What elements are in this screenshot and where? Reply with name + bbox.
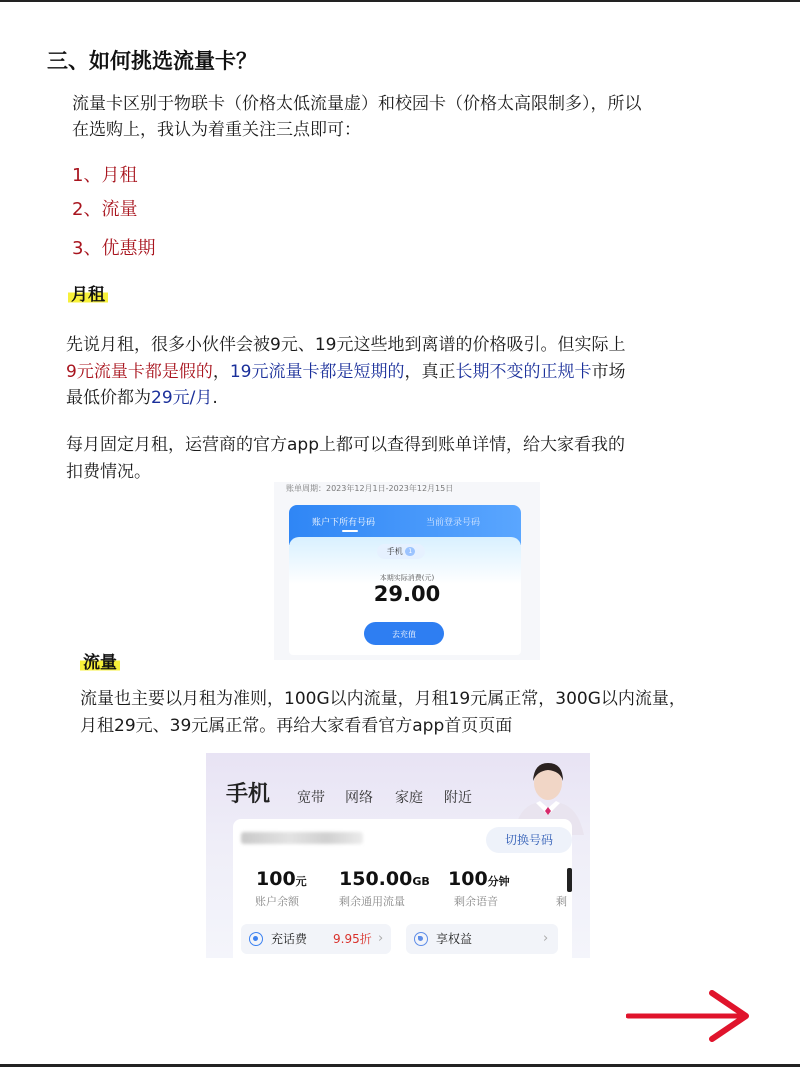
intro-line-1: 流量卡区别于物联卡（价格太低流量虚）和校园卡（价格太高限制多），所以: [72, 94, 642, 114]
short-term-19-yuan-text: 19元流量卡都是短期的: [229, 362, 405, 382]
stat-balance-label: 账户余额: [255, 895, 299, 908]
data-line-2: 月租29元、39元属正常。再给大家看看官方app首页页面: [80, 716, 513, 736]
voice-unit: 分钟: [487, 875, 510, 888]
nav-broadband[interactable]: 宽带: [297, 790, 325, 806]
nav-family[interactable]: 家庭: [395, 790, 423, 806]
point-rent: 1、月租: [72, 165, 138, 186]
data-unit: GB: [412, 875, 430, 888]
chevron-right-icon: ›: [378, 931, 384, 946]
active-tab-underline: [342, 530, 358, 532]
rent-p2-line-2: 扣费情况。: [66, 462, 151, 482]
section-heading: 三、如何挑选流量卡？: [47, 49, 257, 73]
stat-voice-label: 剩余语音: [454, 895, 498, 908]
long-term-card-text: 长期不变的正规卡: [455, 362, 592, 382]
recharge-pill-label: 充话费: [271, 932, 308, 946]
rent-p2-line-1: 每月固定月租，运营商的官方app上都可以查得到账单详情，给大家看我的: [66, 435, 625, 455]
tab-current-number[interactable]: 当前登录号码: [426, 518, 481, 528]
real-text: ，真正: [404, 362, 456, 382]
recharge-button[interactable]: 去充值: [364, 622, 444, 645]
top-border: [0, 0, 800, 2]
app-title: 手机: [226, 782, 271, 807]
balance-number: 100: [256, 868, 296, 890]
stat-data-label: 剩余通用流量: [339, 895, 405, 908]
comma: ，: [212, 362, 230, 382]
stat-voice-value[interactable]: [448, 868, 510, 890]
point-promo: 3、优惠期: [72, 238, 156, 259]
recharge-pill[interactable]: [241, 924, 391, 954]
rent-section-title: [68, 280, 108, 305]
rent-p1-line-1: 先说月租，很多小伙伴会被9元、19元这些地到离谱的价格吸引。但实际上: [66, 335, 626, 355]
voice-number: 100: [448, 868, 488, 890]
period-char: .: [212, 388, 218, 408]
tab-all-numbers[interactable]: 账户下所有号码: [312, 518, 376, 528]
amount-label: 本期实际消费(元): [379, 574, 435, 582]
stat-data-value[interactable]: [339, 868, 430, 890]
discount-text: 9.95折: [333, 932, 372, 946]
app-home-screenshot: [206, 753, 590, 958]
chevron-right-icon: ›: [543, 931, 549, 946]
phone-pill[interactable]: [377, 544, 425, 559]
phone-count-badge: 1: [405, 547, 415, 556]
rent-p1-line-3: [66, 386, 218, 411]
min-price-text: 最低价都为: [66, 388, 151, 408]
benefits-pill-label: 享权益: [436, 932, 473, 946]
benefits-icon: [414, 932, 428, 946]
bill-amount: 29.00: [373, 582, 441, 606]
bill-period: 账单周期：2023年12月1日-2023年12月15日: [286, 484, 454, 493]
data-section-title: [80, 648, 120, 673]
arrow-right-icon: [626, 990, 752, 1042]
bill-screenshot: [274, 482, 540, 660]
market-text: 市场: [591, 362, 626, 382]
balance-unit: 元: [295, 875, 307, 888]
data-line-1: 流量也主要以月租为准则，100G以内流量，月租19元属正常，300G以内流量，: [80, 689, 686, 709]
data-title-highlight: 流量: [80, 653, 120, 673]
nav-network[interactable]: 网络: [345, 790, 373, 806]
nav-nearby[interactable]: 附近: [444, 790, 472, 806]
phone-pill-label: 手机: [386, 547, 403, 556]
masked-phone-number: [241, 832, 363, 844]
price-29-text: 29元/月: [151, 388, 213, 408]
data-number: 150.00: [339, 868, 413, 890]
rent-title-highlight: 月租: [68, 285, 108, 305]
next-stat-cutoff-label: 剩: [556, 895, 567, 908]
next-stat-cutoff: [567, 868, 572, 892]
point-data: 2、流量: [72, 199, 138, 220]
stat-balance-value[interactable]: [256, 868, 307, 890]
recharge-icon: [249, 932, 263, 946]
fake-9-yuan-text: 9元流量卡都是假的: [66, 362, 213, 382]
intro-line-2: 在选购上，我认为着重关注三点即可：: [72, 120, 361, 140]
switch-number-button[interactable]: 切换号码: [486, 827, 572, 853]
benefits-pill[interactable]: [406, 924, 558, 954]
rent-p1-line-2: [66, 360, 625, 385]
